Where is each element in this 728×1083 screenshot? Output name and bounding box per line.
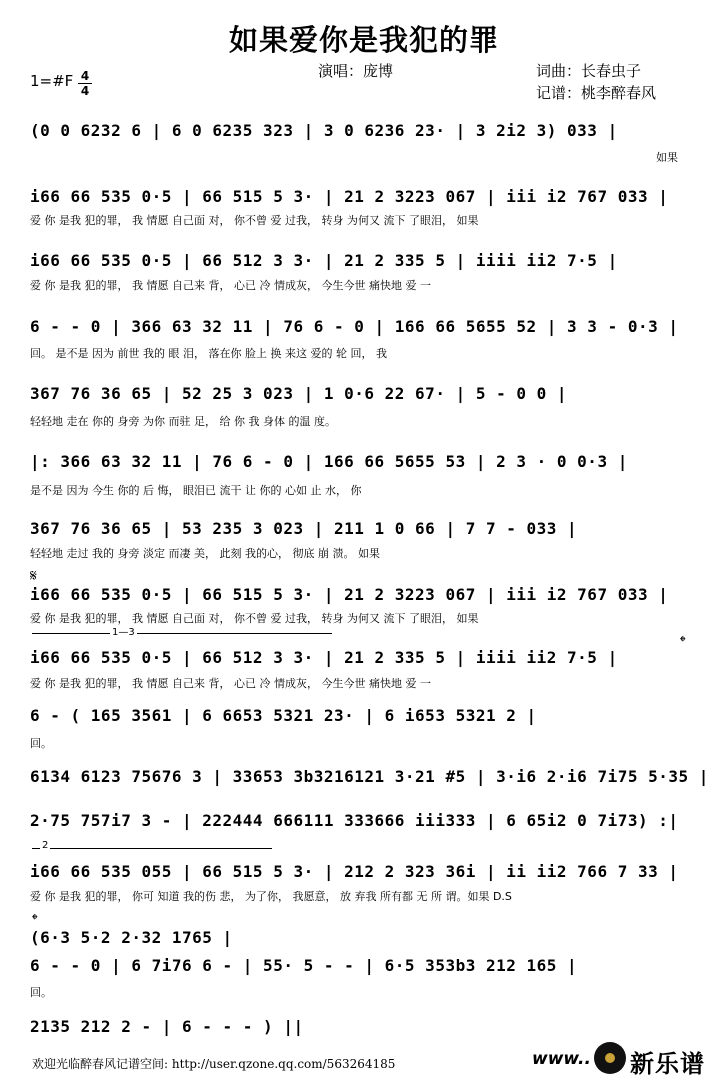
- score-row-16-notes: 2135 212 2 - | 6 - - - ) ||: [30, 1017, 304, 1036]
- score-row-5-lyrics: 轻轻地 走在 你的 身旁 为你 而驻 足， 给 你 我 身体 的温 度。: [30, 415, 336, 428]
- coda-sign-2: 𝄌: [32, 910, 38, 929]
- score-row-9-notes: i66 66 535 0·5 | 66 512 3 3· | 21 2 335 5 | iiii ii2 7·5 |: [30, 648, 618, 667]
- logo-text: 新乐谱: [630, 1050, 705, 1078]
- score-row-1-notes: (0 0 6232 6 | 6 0 6235 323 | 3 0 6236 23· | 3 2i2 3) 033 |: [30, 121, 618, 140]
- score-row-13-lyrics: 爱 你 是我 犯的罪， 你可 知道 我的伤 悲， 为了你， 我愿意， 放 弃我 所有都 无 所 谓。如果 D.S: [30, 890, 512, 903]
- score-row-6-notes: |: 366 63 32 11 | 76 6 - 0 | 166 66 5655 53 | 2 3 · 0 0·3 |: [30, 452, 628, 471]
- volta-2-label: 2: [42, 840, 49, 851]
- score-row-3-notes: i66 66 535 0·5 | 66 512 3 3· | 21 2 335 5 | iiii ii2 7·5 |: [30, 251, 618, 270]
- score-row-11-notes: 6134 6123 75676 3 | 33653 3b3216121 3·21 #5 | 3·i6 2·i6 7i75 5·35 |: [30, 767, 709, 786]
- score-row-15-notes: 6 - - 0 | 6 7i76 6 - | 55· 5 - - | 6·5 353b3 212 165 |: [30, 956, 578, 975]
- footer-link[interactable]: 欢迎光临醉春风记谱空间: http://user.qzone.qq.com/563264185: [32, 1057, 396, 1071]
- score-row-1-lyrics: 如果: [656, 151, 678, 164]
- score-row-6-lyrics: 是不是 因为 今生 你的 后 悔， 眼泪已 流干 让 你的 心如 止 水， 你: [30, 484, 362, 497]
- score-row-10-notes: 6 - ( 165 3561 | 6 6653 5321 23· | 6 i653 5321 2 |: [30, 706, 537, 725]
- score-row-8-lyrics: 爱 你 是我 犯的罪， 我 情愿 自己面 对， 你不曾 爱 过我， 转身 为何又 流下 了眼泪， 如果: [30, 612, 479, 625]
- score-row-2-lyrics: 爱 你 是我 犯的罪， 我 情愿 自己面 对， 你不曾 爱 过我， 转身 为何又 流下 了眼泪， 如果: [30, 214, 479, 227]
- score-row-4-lyrics: 回。 是不是 因为 前世 我的 眼 泪， 落在你 脸上 换 来这 爱的 轮 回， 我: [30, 347, 387, 360]
- page-title: 如果爱你是我犯的罪: [228, 23, 499, 57]
- score-row-14-notes: (6·3 5·2 2·32 1765 |: [30, 928, 233, 947]
- singer-credit: 演唱：庞博: [318, 62, 394, 80]
- score-row-12-notes: 2·75 757i7 3 - | 222444 666111 333666 iii333 | 6 65i2 0 7i73) :|: [30, 811, 679, 830]
- coda-sign: 𝄌: [680, 632, 686, 651]
- volta-1-label: 1—3: [112, 627, 135, 638]
- time-signature-bottom: 4: [80, 84, 90, 98]
- score-row-15-lyrics: 回。: [30, 986, 52, 999]
- score-row-10-lyrics: 回。: [30, 737, 52, 750]
- transcriber-credit: 记谱：桃李醉春风: [536, 84, 657, 102]
- record-disc-icon: [594, 1042, 626, 1074]
- score-row-2-notes: i66 66 535 0·5 | 66 515 5 3· | 21 2 3223 067 | iii i2 767 033 |: [30, 187, 669, 206]
- key-signature: 1=#F: [30, 72, 74, 90]
- score-row-3-lyrics: 爱 你 是我 犯的罪， 我 情愿 自己来 背， 心已 冷 情成灰， 今生今世 痛快地 爱 一: [30, 279, 431, 292]
- score-row-13-notes: i66 66 535 055 | 66 515 5 3· | 212 2 323 36i | ii ii2 766 7 33 |: [30, 862, 679, 881]
- score-row-8-notes: i66 66 535 0·5 | 66 515 5 3· | 21 2 3223 067 | iii i2 767 033 |: [30, 585, 669, 604]
- site-logo[interactable]: [532, 1040, 722, 1078]
- volta-bracket-1: [32, 633, 332, 634]
- volta-bracket-2: [32, 848, 272, 849]
- score-row-9-lyrics: 爱 你 是我 犯的罪， 我 情愿 自己来 背， 心已 冷 情成灰， 今生今世 痛快地 爱 一: [30, 677, 431, 690]
- score-row-7-lyrics: 轻轻地 走过 我的 身旁 淡定 而凄 美， 此刻 我的心， 彻底 崩 溃。 如果: [30, 547, 380, 560]
- time-signature: [78, 70, 92, 97]
- score-row-4-notes: 6 - - 0 | 366 63 32 11 | 76 6 - 0 | 166 66 5655 52 | 3 3 - 0·3 |: [30, 317, 679, 336]
- composer-credit: 词曲：长春虫子: [536, 62, 642, 80]
- segno-sign: 𝄋: [30, 566, 37, 585]
- time-signature-top: 4: [80, 69, 90, 83]
- score-row-7-notes: 367 76 36 65 | 53 235 3 023 | 211 1 0 66 | 7 7 - 033 |: [30, 519, 578, 538]
- logo-www-text: www..: [532, 1049, 591, 1069]
- score-row-5-notes: 367 76 36 65 | 52 25 3 023 | 1 0·6 22 67· | 5 - 0 0 |: [30, 384, 568, 403]
